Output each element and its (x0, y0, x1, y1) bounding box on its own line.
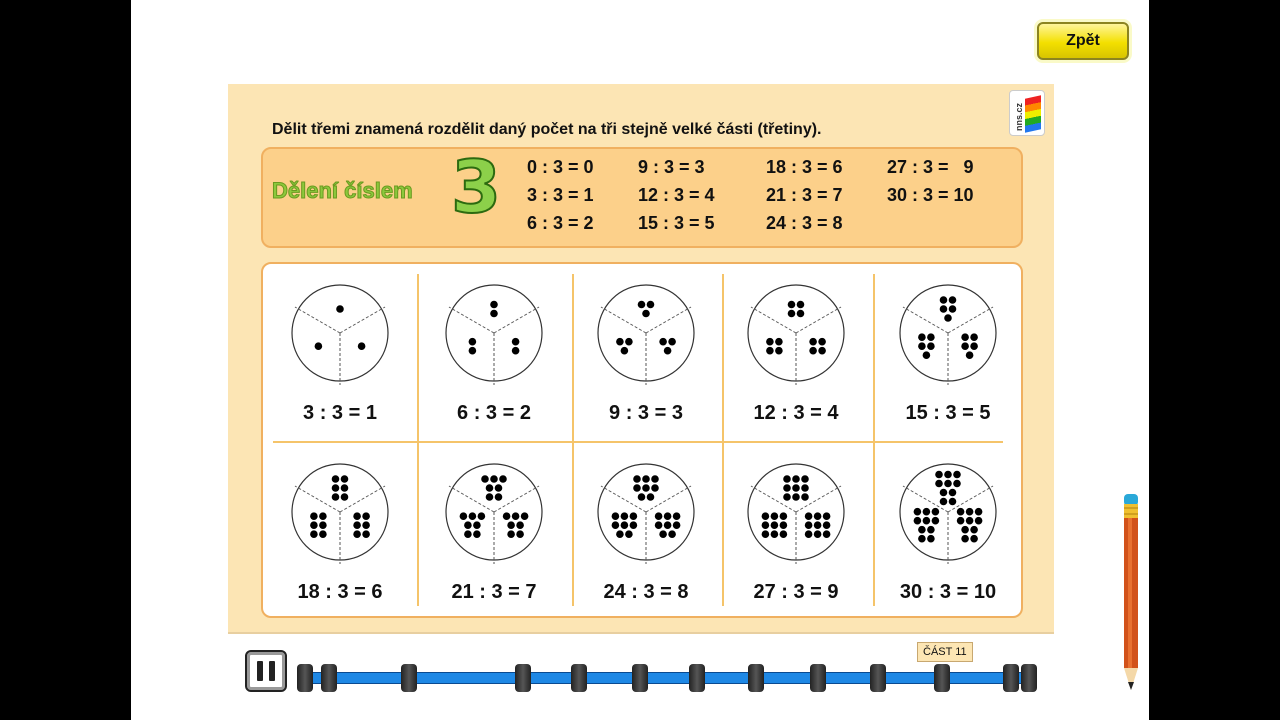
dot (507, 521, 515, 529)
dot (780, 512, 788, 520)
table-cell: 18 : 3 = 6 (766, 157, 843, 177)
dot (966, 351, 974, 359)
table-cell: 21 : 3 = 7 (766, 185, 843, 205)
dot (970, 333, 978, 341)
section-node[interactable] (632, 664, 648, 692)
dot (966, 508, 974, 516)
division-cell (721, 269, 871, 439)
dot (944, 471, 952, 479)
dot (940, 498, 948, 506)
dot (918, 535, 926, 543)
dot (788, 301, 796, 309)
dot (362, 512, 370, 520)
divided-circle (289, 460, 391, 564)
dot (621, 347, 629, 355)
dot (341, 475, 349, 483)
nns-logo[interactable] (1009, 90, 1045, 136)
dot (341, 484, 349, 492)
dot (341, 493, 349, 501)
dot (823, 521, 831, 529)
table-cell: 9 : 3 = 3 (638, 157, 705, 177)
dot (783, 493, 791, 501)
dot (788, 310, 796, 318)
division-cell (571, 448, 721, 618)
dot (503, 512, 511, 520)
section-node[interactable] (810, 664, 826, 692)
dot (486, 484, 494, 492)
dot (310, 530, 318, 538)
table-cell: 24 : 3 = 8 (766, 213, 843, 233)
dot (469, 338, 477, 346)
dot (975, 508, 983, 516)
dot (612, 521, 620, 529)
dot (970, 535, 978, 543)
dot (664, 512, 672, 520)
dot (655, 521, 663, 529)
table-cell: 0 : 3 = 0 (527, 157, 594, 177)
divided-circle (443, 460, 545, 564)
dot (961, 342, 969, 350)
dot (780, 530, 788, 538)
dot (673, 512, 681, 520)
dot (923, 351, 931, 359)
dot (949, 498, 957, 506)
logo-stripes (1025, 95, 1041, 132)
dot (353, 512, 361, 520)
equation-label: 27 : 3 = 9 (753, 581, 839, 603)
dot (940, 305, 948, 313)
divided-circle (595, 281, 697, 385)
dot (464, 521, 472, 529)
dot (823, 530, 831, 538)
dot (792, 475, 800, 483)
dot (659, 530, 667, 538)
stage (131, 0, 1149, 720)
dot (319, 512, 327, 520)
dot (616, 338, 624, 346)
dot (621, 521, 629, 529)
dot (809, 338, 817, 346)
section-node[interactable] (401, 664, 417, 692)
dot (814, 512, 822, 520)
dot (495, 493, 503, 501)
table-cell: 6 : 3 = 2 (527, 213, 594, 233)
dot (616, 530, 624, 538)
dot (651, 475, 659, 483)
divided-circle (745, 281, 847, 385)
section-node[interactable] (297, 664, 313, 692)
grid-divider (273, 441, 1003, 443)
divided-circle (289, 281, 391, 385)
dot (762, 530, 770, 538)
dot (932, 508, 940, 516)
dot (664, 347, 672, 355)
division-cell (873, 269, 1023, 439)
dot (775, 347, 783, 355)
dot (944, 480, 952, 488)
dot (460, 512, 468, 520)
player-bar (243, 648, 1043, 698)
equation-label: 15 : 3 = 5 (905, 402, 991, 424)
dot (512, 347, 520, 355)
division-cell (721, 448, 871, 618)
header-box (261, 147, 1023, 248)
dot (940, 489, 948, 497)
dot (490, 301, 498, 309)
dot (647, 301, 655, 309)
dot (771, 530, 779, 538)
section-label: ČÁST 11 (917, 642, 973, 662)
dot (612, 512, 620, 520)
dot (655, 512, 663, 520)
dot (469, 347, 477, 355)
dot (362, 530, 370, 538)
header-title: Dělení číslem (272, 178, 413, 203)
dot (512, 338, 520, 346)
dot (949, 305, 957, 313)
dot (332, 484, 340, 492)
dot (638, 301, 646, 309)
equation-label: 6 : 3 = 2 (457, 402, 531, 424)
equation-label: 9 : 3 = 3 (609, 402, 683, 424)
dot (923, 508, 931, 516)
dot (630, 521, 638, 529)
dot (792, 484, 800, 492)
dot (495, 484, 503, 492)
dot (512, 512, 520, 520)
dot (762, 521, 770, 529)
dot (801, 484, 809, 492)
dot (797, 310, 805, 318)
dot (797, 301, 805, 309)
dot (659, 338, 667, 346)
dot (473, 521, 481, 529)
dot (499, 475, 507, 483)
dot (473, 530, 481, 538)
dot (516, 530, 524, 538)
table-cell: 27 : 3 = 9 (887, 157, 974, 177)
dot (621, 512, 629, 520)
dot (358, 342, 366, 350)
dot (490, 475, 498, 483)
dot (927, 526, 935, 534)
section-node[interactable] (870, 664, 886, 692)
pause-button[interactable] (245, 650, 287, 692)
equation-label: 30 : 3 = 10 (899, 581, 997, 603)
dot (783, 475, 791, 483)
pause-icon (257, 661, 263, 681)
dot (792, 493, 800, 501)
section-node[interactable] (934, 664, 950, 692)
dot (464, 530, 472, 538)
section-node[interactable] (321, 664, 337, 692)
divided-circle (595, 460, 697, 564)
dot (647, 493, 655, 501)
dot (771, 521, 779, 529)
dot (651, 484, 659, 492)
dot (469, 512, 477, 520)
dot (625, 530, 633, 538)
number-three-character: 3 (451, 145, 502, 229)
dot (630, 512, 638, 520)
dot (353, 521, 361, 529)
dot (315, 342, 323, 350)
pause-icon-bar (269, 661, 275, 681)
section-node[interactable] (1003, 664, 1019, 692)
division-cell (265, 269, 415, 439)
back-button[interactable]: Zpět (1037, 22, 1129, 60)
division-cell (873, 448, 1023, 618)
dot (935, 480, 943, 488)
section-node[interactable] (571, 664, 587, 692)
equation-label: 21 : 3 = 7 (451, 581, 537, 603)
dot (664, 521, 672, 529)
dot (486, 493, 494, 501)
equation-label: 18 : 3 = 6 (297, 581, 383, 603)
dot (668, 338, 676, 346)
dot (961, 333, 969, 341)
dot (953, 471, 961, 479)
dot (923, 517, 931, 525)
dot (801, 475, 809, 483)
dot (642, 475, 650, 483)
dot (490, 310, 498, 318)
dot (814, 521, 822, 529)
dot (927, 342, 935, 350)
dot (932, 517, 940, 525)
illustration-grid (261, 262, 1023, 618)
dot (918, 526, 926, 534)
dot (668, 530, 676, 538)
dot (966, 517, 974, 525)
dot (319, 530, 327, 538)
dot (914, 508, 922, 516)
dot (310, 512, 318, 520)
dot (975, 517, 983, 525)
dot (771, 512, 779, 520)
dot (521, 512, 529, 520)
dot (818, 338, 826, 346)
pencil-icon[interactable] (1121, 494, 1141, 694)
dot (673, 521, 681, 529)
equation-label: 3 : 3 = 1 (303, 402, 377, 424)
dot (957, 517, 965, 525)
dot (814, 530, 822, 538)
dot (805, 530, 813, 538)
equation-label: 12 : 3 = 4 (753, 402, 839, 424)
dot (970, 526, 978, 534)
logo-text: nns.cz (1014, 102, 1024, 131)
equation-label: 24 : 3 = 8 (603, 581, 689, 603)
dot (949, 296, 957, 304)
table-cell: 30 : 3 = 10 (887, 185, 974, 205)
dot (961, 526, 969, 534)
dot (927, 535, 935, 543)
dot (818, 347, 826, 355)
dot (780, 521, 788, 529)
dot (762, 512, 770, 520)
dot (805, 521, 813, 529)
dot (953, 480, 961, 488)
intro-text: Dělit třemi znamená rozdělit daný počet na tři stejně velké části (třetiny). (272, 121, 822, 138)
dot (805, 512, 813, 520)
division-cell (265, 448, 415, 618)
dot (336, 305, 344, 313)
dot (801, 493, 809, 501)
dot (332, 475, 340, 483)
dot (783, 484, 791, 492)
dot (970, 342, 978, 350)
dot (766, 347, 774, 355)
dot (625, 338, 633, 346)
table-cell: 12 : 3 = 4 (638, 185, 715, 205)
dot (516, 521, 524, 529)
section-node[interactable] (689, 664, 705, 692)
dot (766, 338, 774, 346)
dot (507, 530, 515, 538)
dot (809, 347, 817, 355)
divided-circle (745, 460, 847, 564)
dot (362, 521, 370, 529)
table-cell: 3 : 3 = 1 (527, 185, 594, 205)
section-node[interactable] (748, 664, 764, 692)
dot (918, 342, 926, 350)
dot (944, 314, 952, 322)
dot (642, 484, 650, 492)
divided-circle (897, 281, 999, 385)
dot (642, 310, 650, 318)
dot (310, 521, 318, 529)
table-cell: 15 : 3 = 5 (638, 213, 715, 233)
lesson-panel (228, 84, 1054, 634)
section-node[interactable] (515, 664, 531, 692)
dot (353, 530, 361, 538)
dot (823, 512, 831, 520)
divided-circle (443, 281, 545, 385)
division-cell (419, 448, 569, 618)
section-node[interactable] (1021, 664, 1037, 692)
dot (940, 296, 948, 304)
dot (481, 475, 489, 483)
dot (633, 484, 641, 492)
divided-circle (897, 460, 999, 564)
dot (633, 475, 641, 483)
dot (638, 493, 646, 501)
dot (949, 489, 957, 497)
dot (927, 333, 935, 341)
division-cell (419, 269, 569, 439)
dot (961, 535, 969, 543)
dot (918, 333, 926, 341)
dot (319, 521, 327, 529)
dot (914, 517, 922, 525)
dot (332, 493, 340, 501)
dot (957, 508, 965, 516)
dot (478, 512, 486, 520)
dot (775, 338, 783, 346)
dot (935, 471, 943, 479)
division-cell (571, 269, 721, 439)
